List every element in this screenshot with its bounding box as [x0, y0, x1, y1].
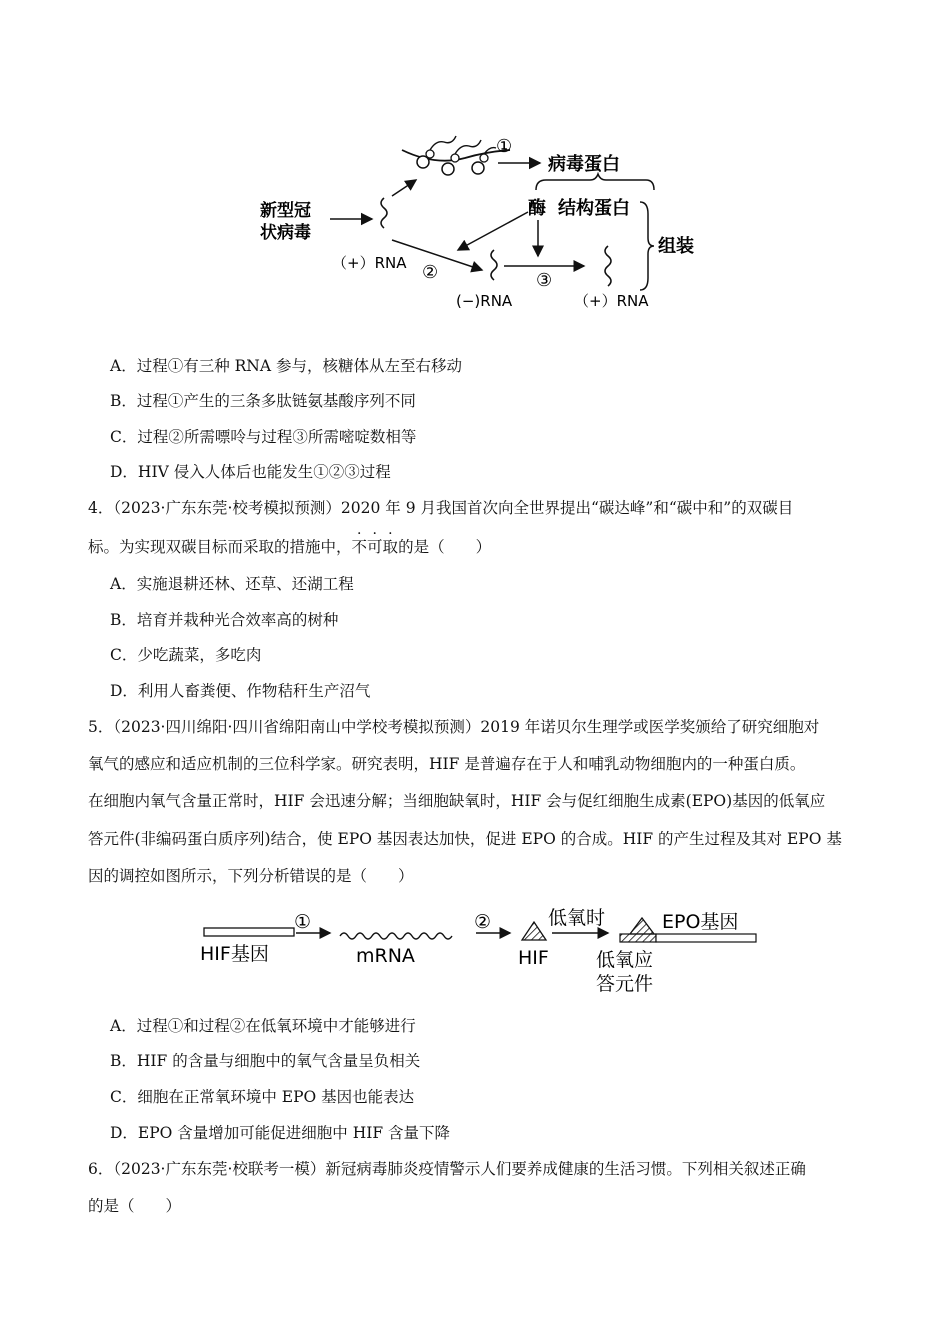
hif-regulation-diagram: [196, 900, 766, 1000]
diag1-step3-label: ③: [536, 270, 553, 291]
q4-emphasis-3: · 取: [382, 526, 399, 556]
q4-option-a: A．实施退耕还林、还草、还湖工程: [110, 575, 354, 593]
q5-stem-line3: 在细胞内氧气含量正常时，HIF 会迅速分解；当细胞缺氧时，HIF 会与促红细胞生成素(EPO)基因的低氧应: [88, 792, 826, 810]
hif-regulation-svg: [196, 900, 766, 1000]
diag2-hypoxia-label: 低氧时: [548, 907, 606, 929]
q5-stem-line5: 因的调控如图所示，下列分析错误的是（ ）: [88, 867, 414, 885]
q5-option-c: C．细胞在正常氧环境中 EPO 基因也能表达: [110, 1088, 415, 1106]
virus-replication-diagram: [250, 128, 710, 318]
hif-protein-triangle: [522, 922, 546, 940]
hre-bar: [620, 934, 656, 942]
q4-stem-line1: 4．（2023·广东东莞·校考模拟预测）2020 年 9 月我国首次向全世界提出“碳达峰”和“碳中和”的双碳目: [88, 499, 794, 517]
q4-option-d: D．利用人畜粪便、作物秸秆生产沼气: [110, 682, 371, 700]
q5-stem-line2: 氧气的感应和适应机制的三位科学家。研究表明，HIF 是普遍存在于人和哺乳动物细胞内的一种蛋白质。: [88, 755, 806, 773]
pos-rna-squiggle: [381, 198, 387, 228]
diag1-virus-line1: 新型冠: [260, 201, 311, 221]
q6-stem-line2: 的是（ ）: [88, 1197, 182, 1215]
neg-rna-squiggle: [491, 250, 497, 280]
q6-stem-line1: 6．（2023·广东东莞·校联考一模）新冠病毒肺炎疫情警示人们要养成健康的生活习惯。下列相关叙述正确: [88, 1160, 806, 1178]
ribosome-3: [472, 162, 484, 174]
virus-replication-svg: [250, 128, 710, 318]
diag2-step1-label: ①: [294, 911, 312, 933]
q4-emphasis-1: · 不: [351, 526, 368, 556]
diag1-step1-label: ①: [496, 136, 513, 157]
q3-option-c: C．过程②所需嘌呤与过程③所需嘧啶数相等: [110, 428, 417, 446]
diag1-step2-label: ②: [422, 262, 439, 283]
diag1-virus-protein-label: 病毒蛋白: [548, 154, 620, 175]
diag2-step2-label: ②: [474, 911, 492, 933]
q5-option-a: A．过程①和过程②在低氧环境中才能够进行: [110, 1017, 416, 1035]
diag1-enzyme-label: 酶: [528, 198, 546, 219]
q4-option-c: C．少吃蔬菜，多吃肉: [110, 646, 262, 664]
diag1-struct-protein-label: 结构蛋白: [558, 198, 630, 219]
ribosome-sub-3: [480, 154, 488, 162]
q5-option-d: D．EPO 含量增加可能促进细胞中 HIF 含量下降: [110, 1124, 451, 1142]
ribosome-2: [442, 163, 454, 175]
q4-option-b: B．培育并栽种光合效率高的树种: [110, 611, 339, 629]
diag1-pos-rna2-label: （+）RNA: [574, 292, 649, 310]
ribosome-sub-2: [451, 154, 459, 162]
q3-option-d: D．HIV 侵入人体后也能发生①②③过程: [110, 463, 391, 481]
diag2-epo-gene-label: EPO基因: [662, 911, 739, 933]
diag2-hre-line1: 低氧应: [596, 949, 654, 971]
pos-rna2-squiggle: [605, 246, 611, 286]
diag1-virus-line2: 状病毒: [260, 223, 311, 243]
mrna-squiggle: [340, 933, 452, 939]
diag1-neg-rna-label: (−)RNA: [456, 292, 513, 310]
peptide-2: [455, 140, 481, 154]
ribosome-1: [417, 156, 429, 168]
diag2-hif-label: HIF: [518, 947, 549, 969]
diag1-pos-rna-label: （+）RNA: [332, 254, 407, 272]
q5-stem-line4: 答元件(非编码蛋白质序列)结合，使 EPO 基因表达加快，促进 EPO 的合成。HIF 的产生过程及其对 EPO 基: [88, 830, 842, 848]
q3-option-a: A．过程①有三种 RNA 参与，核糖体从左至右移动: [110, 357, 462, 375]
q4-stem-line2: [88, 526, 868, 558]
diag1-assemble-label: 组装: [658, 236, 694, 257]
hif-gene-bar: [204, 928, 294, 936]
q4-stem-line2-pre: 标。为实现双碳目标而采取的措施中，: [88, 538, 352, 556]
q5-option-b: B．HIF 的含量与细胞中的氧气含量呈负相关: [110, 1052, 421, 1070]
q3-option-b: B．过程①产生的三条多肽链氨基酸序列不同: [110, 392, 416, 410]
q4-emphasis-2: · 可: [367, 526, 383, 556]
bound-hif-triangle: [630, 918, 654, 934]
epo-gene-bar: [656, 934, 756, 942]
q4-stem-line2-post: 的是（ ）: [398, 538, 492, 556]
diag2-hre-line2: 答元件: [596, 973, 654, 995]
q5-stem-line1: 5．（2023·四川绵阳·四川省绵阳南山中学校考模拟预测）2019 年诺贝尔生理学或医学奖颁给了研究细胞对: [88, 718, 820, 736]
ribosome-sub-1: [426, 150, 434, 158]
peptide-1: [430, 136, 456, 150]
diag2-mrna-label: mRNA: [356, 945, 415, 967]
diag2-hif-gene-label: HIF基因: [200, 943, 269, 965]
